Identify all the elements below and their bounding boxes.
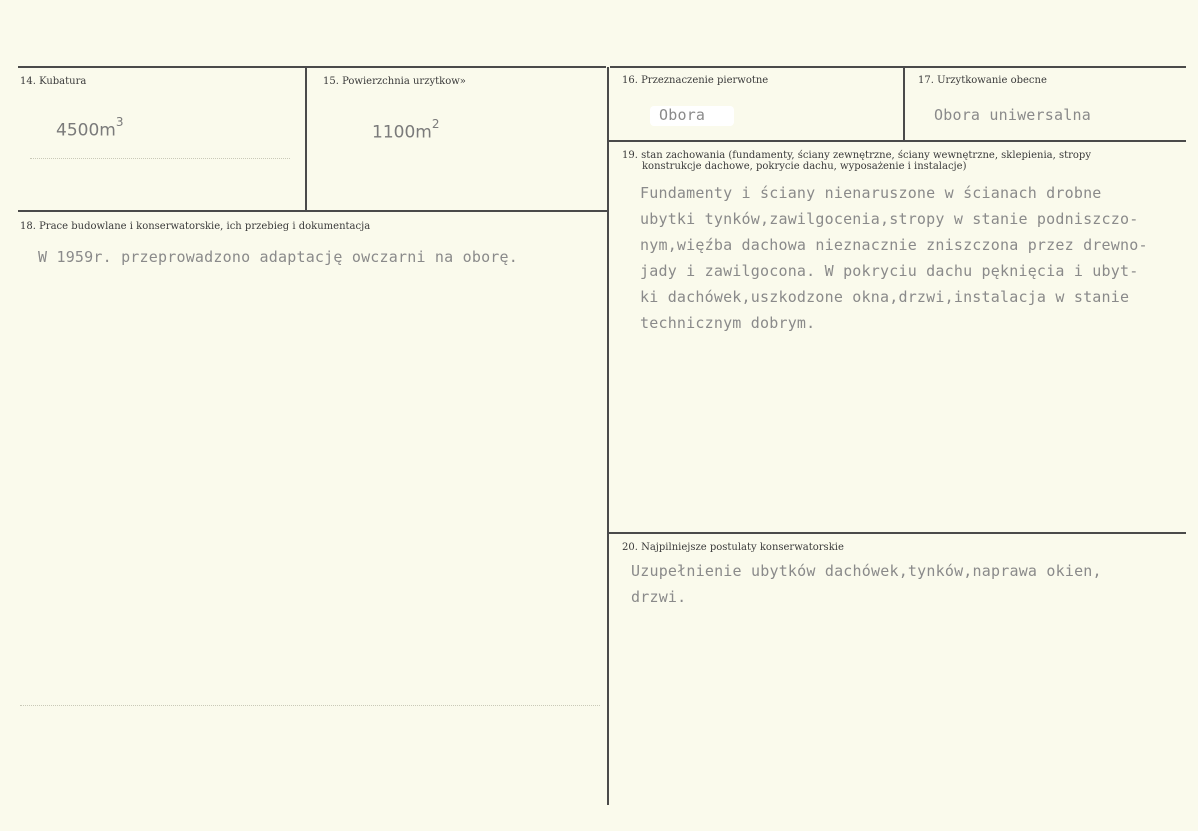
rule-below-14-15 — [18, 210, 607, 212]
field-14-number: 4500m — [56, 120, 116, 141]
field-19-label — [622, 150, 1182, 172]
field-19-label-line-1: 19. stan zachowania (fundamenty, ściany zewnętrzne, ściany wewnętrzne, sklepienia, stropy — [622, 150, 1091, 161]
field-19-label-line-2: konstrukcje dachowe, pokrycie dachu, wyposażenie i instalacje) — [642, 161, 967, 172]
field-19-line-3: nym,więźba dachowa nieznacznie zniszczona przez drewno- — [640, 236, 1148, 254]
field-18-label: 18. Prace budowlane i konserwatorskie, ich przebieg i dokumentacja — [20, 221, 371, 232]
field-19-line-6: technicznym dobrym. — [640, 314, 816, 332]
divider-14-15 — [305, 67, 307, 212]
field-19-line-4: jady i zawilgocona. W pokryciu dachu pęknięcia i ubyt- — [640, 262, 1139, 280]
field-15-number: 1100m — [372, 122, 432, 143]
field-15-value — [372, 117, 440, 143]
rule-below-16-17 — [609, 140, 1186, 142]
field-19-line-5: ki dachówek,uszkodzone okna,drzwi,instalacja w stanie — [640, 288, 1130, 306]
field-15-exponent: 2 — [431, 117, 440, 131]
field-20-line-1: Uzupełnienie ubytków dachówek,tynków,naprawa okien, — [631, 562, 1102, 580]
field-15-label: 15. Powierzchnia urzytkow» — [323, 76, 466, 87]
field-14-value — [56, 115, 124, 141]
top-rule-left — [18, 66, 606, 68]
field-18-dotted-line — [20, 705, 600, 707]
field-16-value: Obora — [659, 106, 706, 124]
field-20-label: 20. Najpilniejsze postulaty konserwatorskie — [622, 542, 844, 553]
center-divider — [607, 67, 609, 805]
field-14-dotted-line — [30, 158, 290, 160]
field-14-label: 14. Kubatura — [20, 76, 87, 87]
rule-below-19 — [609, 532, 1186, 534]
top-rule-right — [610, 66, 1186, 68]
field-19-line-2: ubytki tynków,zawilgocenia,stropy w stanie podniszczo- — [640, 210, 1139, 228]
field-18-value: W 1959r. przeprowadzono adaptację owczarni na oborę. — [38, 248, 518, 266]
divider-16-17 — [903, 67, 905, 141]
field-19-line-1: Fundamenty i ściany nienaruszone w ścianach drobne — [640, 184, 1102, 202]
field-17-value: Obora uniwersalna — [934, 106, 1091, 124]
field-17-label: 17. Urzytkowanie obecne — [918, 75, 1047, 86]
field-20-line-2: drzwi. — [631, 588, 687, 606]
field-16-label: 16. Przeznaczenie pierwotne — [622, 75, 769, 86]
field-14-exponent: 3 — [115, 115, 124, 129]
